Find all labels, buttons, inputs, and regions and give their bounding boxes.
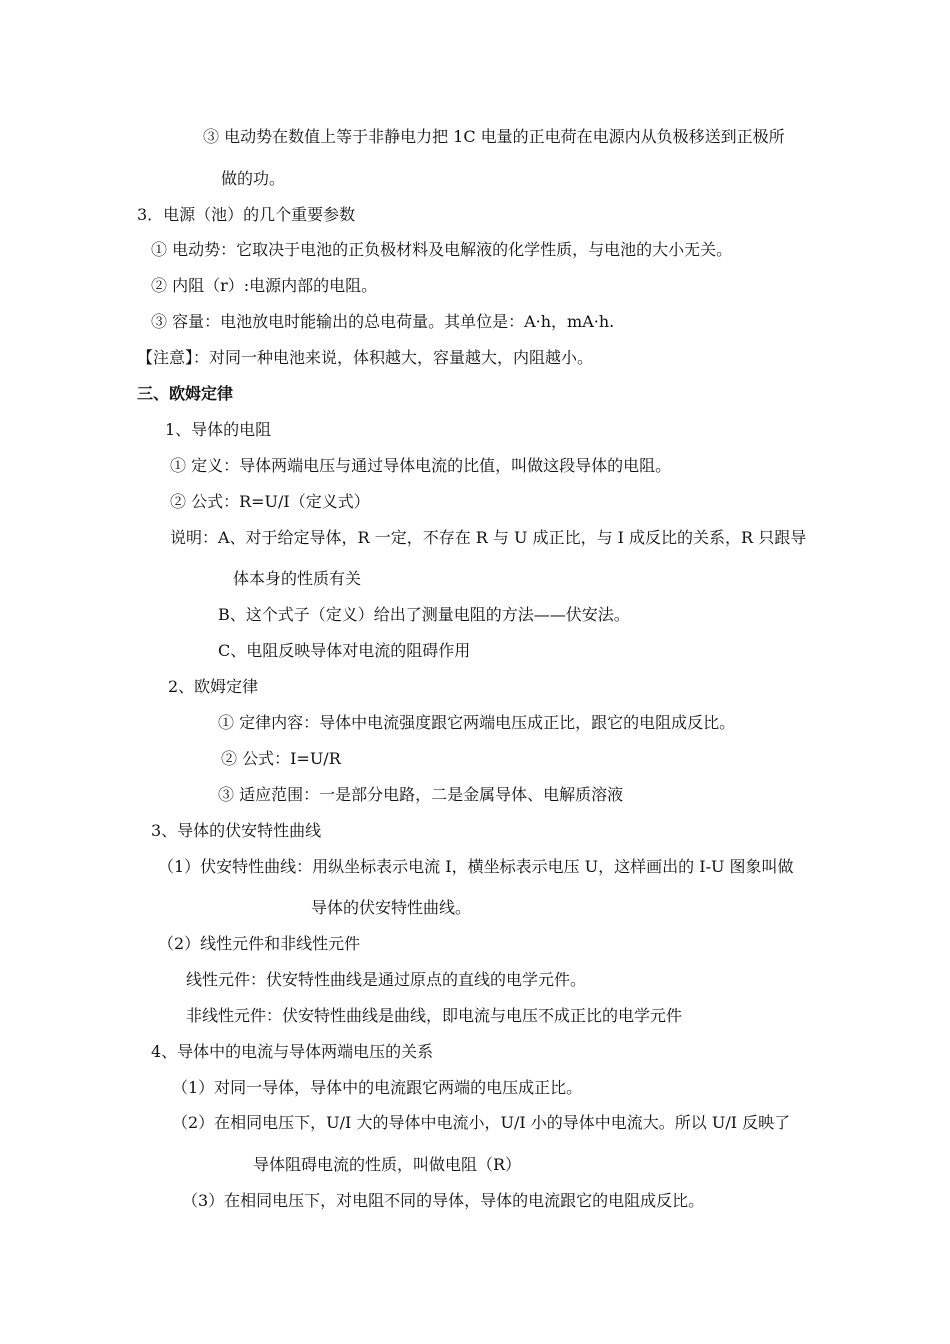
text-line: 线性元件：伏安特性曲线是通过原点的直线的电学元件。	[186, 970, 587, 989]
section-heading: 1、导体的电阻	[165, 420, 272, 439]
text-line: 做的功。	[221, 169, 286, 188]
section-heading: 2、欧姆定律	[168, 677, 259, 696]
text-line: ② 内阻（r）:电源内部的电阻。	[151, 276, 378, 295]
section-heading: 3、导体的伏安特性曲线	[151, 821, 322, 840]
section-heading: 4、导体中的电流与导体两端电压的关系	[151, 1042, 434, 1061]
text-line: ③ 电动势在数值上等于非静电力把 1C 电量的正电荷在电源内从负极移送到正极所	[203, 127, 785, 146]
text-line: ② 公式：R=U/I（定义式）	[170, 492, 370, 511]
chapter-heading: 三、欧姆定律	[137, 384, 234, 403]
text-line: （1）对同一导体，导体中的电流跟它两端的电压成正比。	[172, 1078, 583, 1097]
text-line: （2）在相同电压下，U/I 大的导体中电流小，U/I 小的导体中电流大。所以 U/I 反映了	[172, 1113, 791, 1132]
text-line: ③ 适应范围：一是部分电路，二是金属导体、电解质溶液	[218, 785, 624, 804]
text-line: （2）线性元件和非线性元件	[158, 934, 361, 953]
text-line: ① 定律内容：导体中电流强度跟它两端电压成正比，跟它的电阻成反比。	[218, 713, 736, 732]
text-line: ① 电动势：它取决于电池的正负极材料及电解液的化学性质，与电池的大小无关。	[151, 240, 733, 259]
section-heading: 3．电源（池）的几个重要参数	[137, 205, 356, 224]
text-line: C、电阻反映导体对电流的阻碍作用	[218, 641, 471, 660]
text-line: ② 公式：I=U/R	[221, 749, 341, 768]
text-line: ① 定义：导体两端电压与通过导体电流的比值，叫做这段导体的电阻。	[170, 456, 672, 475]
text-line: B、这个式子（定义）给出了测量电阻的方法——伏安法。	[218, 605, 630, 624]
text-line: （1）伏安特性曲线：用纵坐标表示电流 I，横坐标表示电压 U，这样画出的 I-U 图象叫做	[158, 857, 794, 876]
text-line: ③ 容量：电池放电时能输出的总电荷量。其单位是：A·h，mA·h.	[151, 312, 615, 331]
text-line: 导体阻碍电流的性质，叫做电阻（R）	[253, 1155, 522, 1174]
text-line: （3）在相同电压下，对电阻不同的导体，导体的电流跟它的电阻成反比。	[182, 1191, 705, 1210]
text-line: 导体的伏安特性曲线。	[311, 898, 472, 917]
text-line: 体本身的性质有关	[233, 569, 362, 588]
text-line: 非线性元件：伏安特性曲线是曲线，即电流与电压不成正比的电学元件	[186, 1006, 683, 1025]
note-line: 【注意】：对同一种电池来说，体积越大，容量越大，内阻越小。	[137, 348, 594, 367]
text-line: 说明：A、对于给定导体，R 一定，不存在 R 与 U 成正比，与 I 成反比的关系，R 只跟导	[170, 528, 807, 547]
